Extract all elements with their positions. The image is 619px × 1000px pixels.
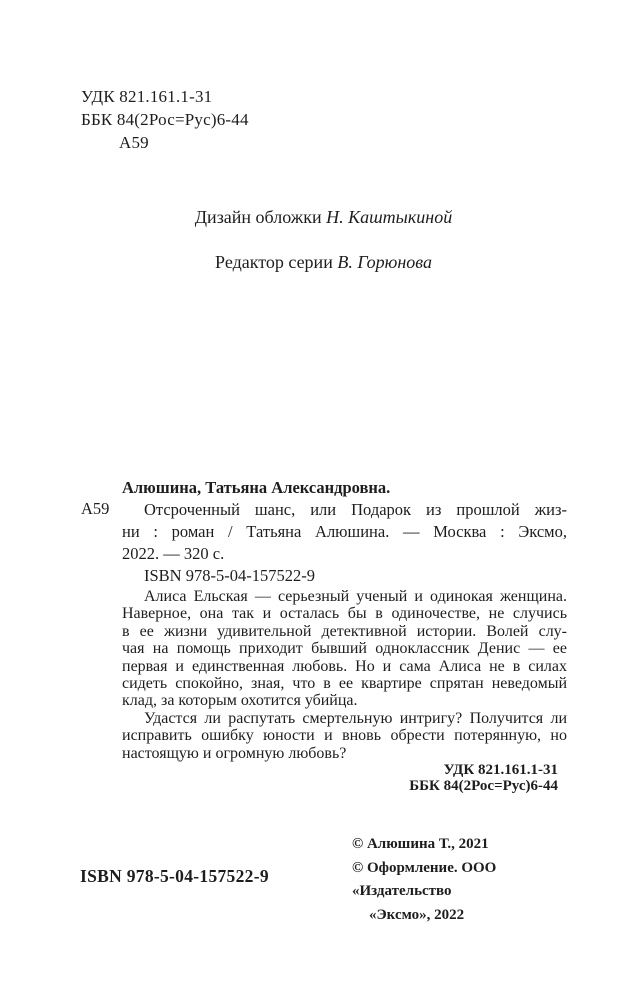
annotation-block — [122, 588, 567, 762]
bbk-code-bottom: ББК 84(2Рос=Рус)6-44 — [409, 778, 558, 794]
isbn-bottom: ISBN 978-5-04-157522-9 — [80, 866, 269, 886]
author-sign-top: А59 — [119, 133, 149, 152]
text-line: исправить ошибку юности и вновь обрести потерянную, но — [122, 727, 567, 745]
classification-codes-bottom — [409, 762, 558, 794]
catalog-author-sign: А59 — [81, 499, 110, 518]
series-editor-name: В. Горюнова — [337, 252, 432, 272]
text-line: © Алюшина Т., 2021 — [352, 836, 489, 852]
series-editor-credit — [80, 252, 567, 273]
cover-designer-name: Н. Каштыкиной — [326, 207, 453, 227]
text-line: Удастся ли распутать смертельную интригу? Получится ли — [144, 709, 567, 727]
text-line: ни : роман / Татьяна Алюшина. — Москва : Эксмо, — [122, 522, 567, 541]
text-line: Наверное, она так и осталась бы в одиночестве, не случись — [122, 605, 567, 623]
udk-code-bottom: УДК 821.161.1-31 — [443, 762, 558, 778]
catalog-author-heading: Алюшина, Татьяна Александровна. — [122, 478, 391, 497]
bbk-code-top: ББК 84(2Рос=Рус)6-44 — [81, 110, 249, 129]
text-line: «Эксмо», 2022 — [369, 906, 465, 923]
text-line: © Оформление. ООО «Издательство — [352, 859, 497, 899]
cover-designer-credit — [80, 207, 567, 228]
text-line: 2022. — 320 с. — [122, 544, 225, 563]
text-line: чая на помощь приходит бывший одноклассник Денис — ее — [122, 640, 567, 658]
classification-codes-top — [81, 85, 249, 154]
text-line: настоящую и огромную любовь? — [122, 744, 347, 762]
text-line: Отсроченный шанс, или Подарок из прошлой жиз- — [144, 500, 567, 519]
catalog-description — [122, 499, 567, 565]
udk-code-top: УДК 821.161.1-31 — [81, 87, 213, 106]
annotation-paragraph-2 — [122, 710, 567, 762]
catalog-entry — [122, 477, 567, 587]
series-editor-label: Редактор серии — [215, 252, 333, 272]
copyright-block — [352, 833, 582, 927]
catalog-isbn: ISBN 978-5-04-157522-9 — [144, 566, 315, 585]
annotation-paragraph-1 — [122, 588, 567, 710]
text-line: клад, за которым охотится убийца. — [122, 692, 358, 710]
text-line: Алиса Ельская — серьезный ученый и одинокая женщина. — [144, 588, 567, 605]
text-line: в ее жизни удивительной детективной истории. Волей слу- — [122, 622, 567, 640]
cover-designer-label: Дизайн обложки — [194, 207, 322, 227]
text-line: первая и единственная любовь. Но и сама Алиса не в силах — [122, 657, 567, 675]
text-line: сидеть спокойно, зная, что в ее квартире спрятан неведомый — [122, 675, 567, 693]
